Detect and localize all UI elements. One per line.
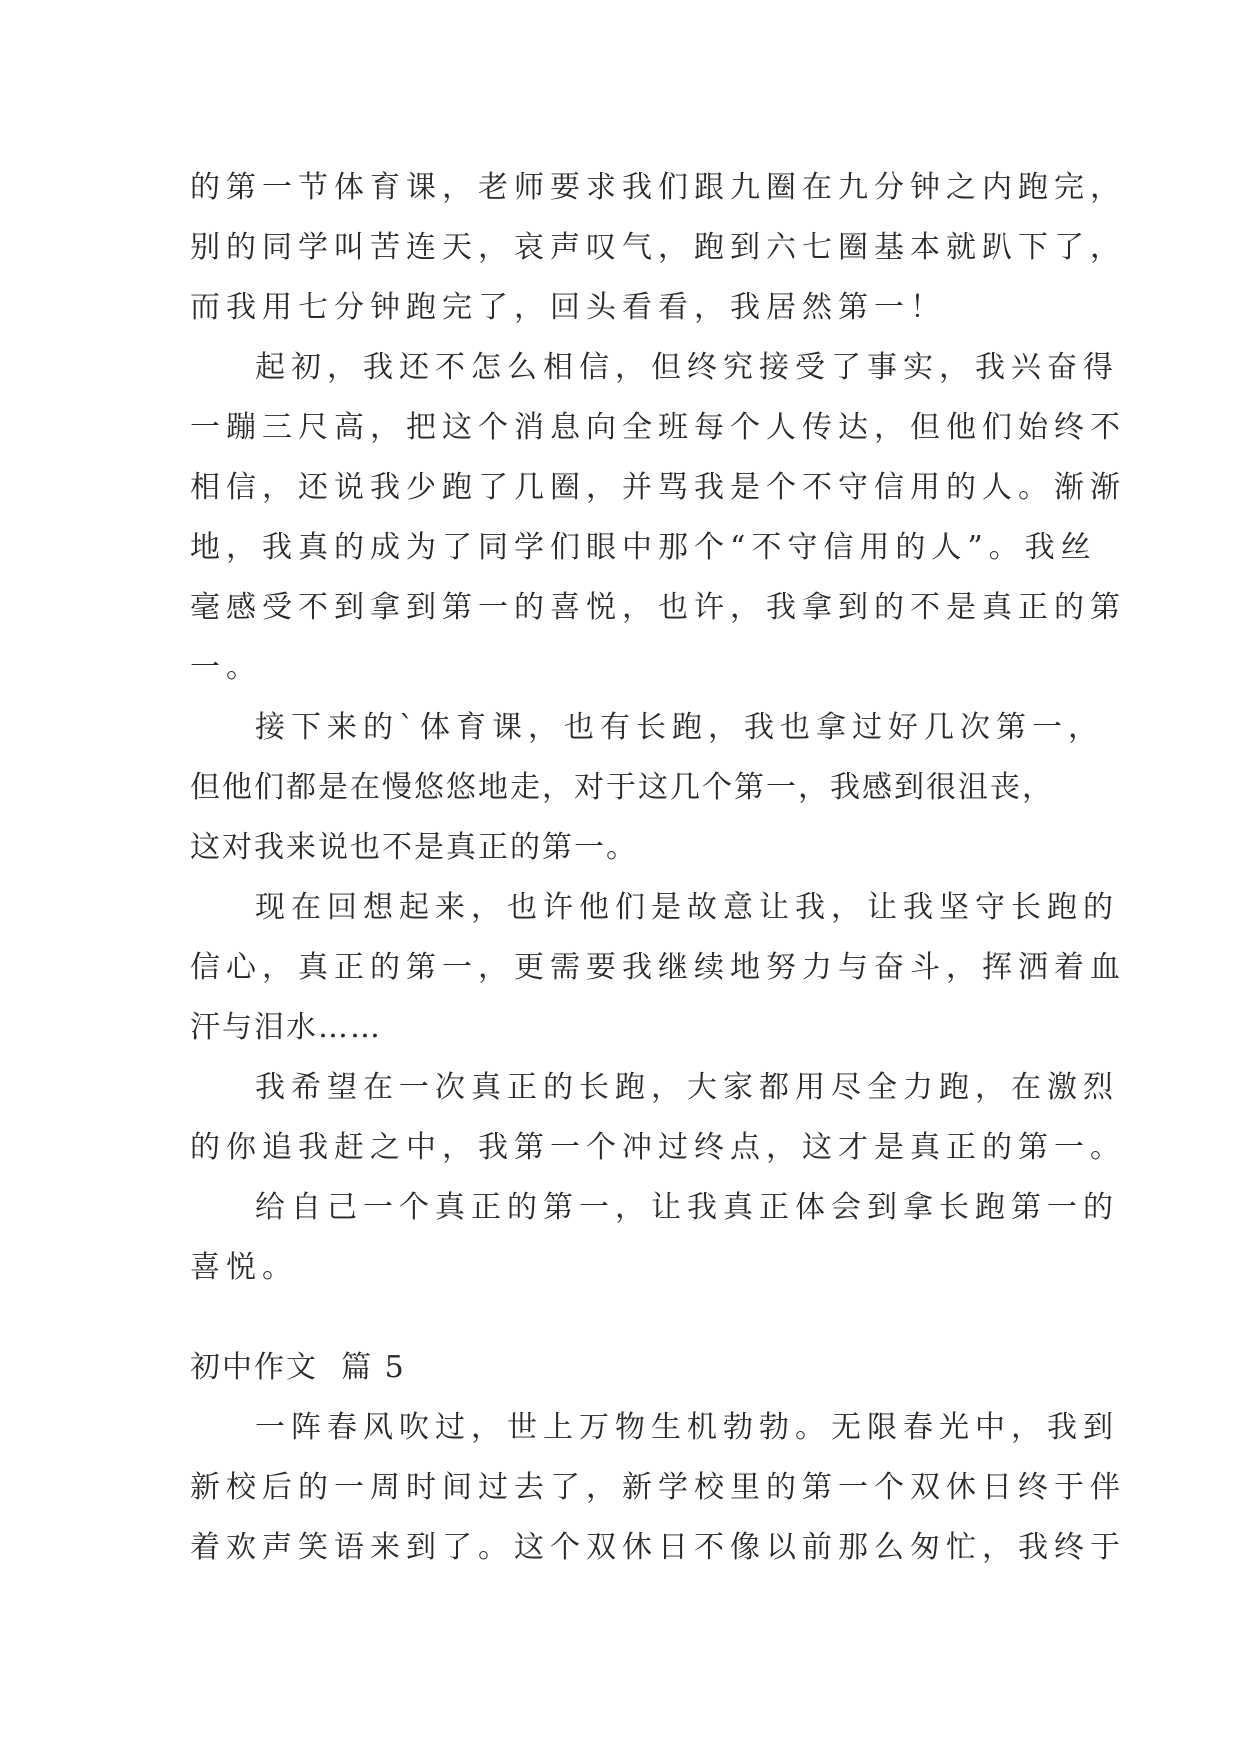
paragraph-line: 汗与泪水…… bbox=[190, 1010, 382, 1045]
paragraph-line: 的第一节体育课，老师要求我们跟九圈在九分钟之内跑完， bbox=[190, 170, 1126, 205]
paragraph-line: 喜悦。 bbox=[190, 1250, 298, 1285]
section-heading: 初中作文 篇 5 bbox=[190, 1350, 406, 1385]
paragraph-line: 起初，我还不怎么相信，但终究接受了事实，我兴奋得 bbox=[255, 350, 1119, 385]
paragraph-line: 一阵春风吹过，世上万物生机勃勃。无限春光中，我到 bbox=[255, 1410, 1119, 1445]
paragraph-line: 的你追我赶之中，我第一个冲过终点，这才是真正的第一。 bbox=[190, 1130, 1126, 1165]
paragraph-line: 接下来的`体育课，也有长跑，我也拿过好几次第一， bbox=[255, 710, 1104, 745]
paragraph-line: 一蹦三尺高，把这个消息向全班每个人传达，但他们始终不 bbox=[190, 410, 1126, 445]
paragraph-line: 但他们都是在慢悠悠地走，对于这几个第一，我感到很沮丧， bbox=[190, 770, 1054, 805]
paragraph-line: 现在回想起来，也许他们是故意让我，让我坚守长跑的 bbox=[255, 890, 1119, 925]
paragraph-line: 地，我真的成为了同学们眼中那个“不守信用的人”。我丝 bbox=[190, 530, 1097, 565]
paragraph-line: 这对我来说也不是真正的第一。 bbox=[190, 830, 638, 865]
paragraph-line: 毫感受不到拿到第一的喜悦，也许，我拿到的不是真正的第 bbox=[190, 590, 1126, 625]
paragraph-line: 相信，还说我少跑了几圈，并骂我是个不守信用的人。渐渐 bbox=[190, 470, 1126, 505]
paragraph-line: 我希望在一次真正的长跑，大家都用尽全力跑，在激烈 bbox=[255, 1070, 1119, 1105]
paragraph-line: 别的同学叫苦连天，哀声叹气，跑到六七圈基本就趴下了， bbox=[190, 230, 1126, 265]
paragraph-line: 给自己一个真正的第一，让我真正体会到拿长跑第一的 bbox=[255, 1190, 1119, 1225]
paragraph-line: 新校后的一周时间过去了，新学校里的第一个双休日终于伴 bbox=[190, 1470, 1126, 1505]
paragraph-line: 而我用七分钟跑完了，回头看看，我居然第一！ bbox=[190, 290, 946, 325]
paragraph-line: 一。 bbox=[190, 650, 262, 685]
paragraph-line: 信心，真正的第一，更需要我继续地努力与奋斗，挥洒着血 bbox=[190, 950, 1126, 985]
paragraph-line: 着欢声笑语来到了。这个双休日不像以前那么匆忙，我终于 bbox=[190, 1530, 1126, 1565]
